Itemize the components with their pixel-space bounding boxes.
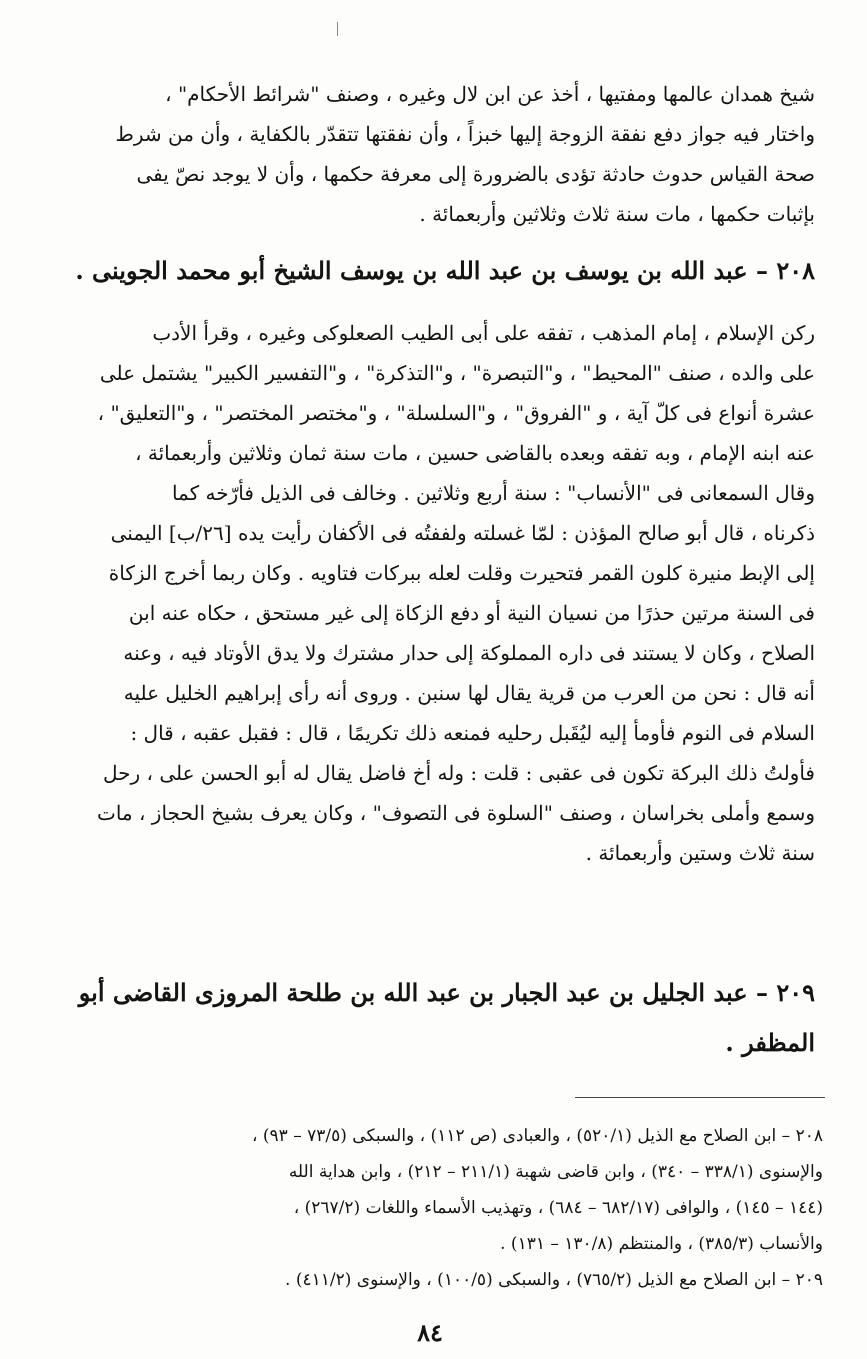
page-number: ٨٤ <box>417 1318 443 1347</box>
text-line: شيخ همدان عالمها ومفتيها ، أخذ عن ابن لال وغيره ، وصنف "شرائط الأحكام" ، <box>165 82 815 106</box>
page-mark <box>337 22 338 36</box>
text-line: فى السنة مرتين حذرًا من نسيان النية أو دفع الزكاة إلى غير مستحق ، حكاه عنه ابن <box>128 601 815 625</box>
footnotes <box>40 1118 823 1298</box>
entry-208-title <box>50 246 815 296</box>
footnote-line: والإسنوى (٣٣٨/١ – ٣٤٠) ، وابن قاضى شهبة (٢١١/١ – ٢١٢) ، وابن هداية الله <box>288 1162 823 1182</box>
footnote-line: ٢٠٩ – ابن الصلاح مع الذيل (٧٦٥/٢) ، والسبكى (١٠٠/٥) ، والإسنوى (٤١١/٢) . <box>285 1270 823 1290</box>
text-line: الصلاح ، وكان لا يستند فى داره المملوكة إلى حدار مشترك ولا يدق الأوتاد فيه ، وعنه <box>123 641 815 665</box>
entry-209-title <box>50 968 815 1068</box>
paragraph-continuation <box>50 74 815 234</box>
footnote-line: (١٤٤ – ١٤٥) ، والوافى (٦٨٢/١٧ – ٦٨٤) ، وتهذيب الأسماء واللغات (٢٦٧/٢) ، <box>293 1198 823 1218</box>
text-line: إلى الإبط منيرة كلون القمر فتحيرت وقلت لعله ببركات فتاويه . وكان ربما أخرج الزكاة <box>108 561 815 585</box>
footnote-line: والأنساب (٣٨٥/٣) ، والمنتظم (١٣٠/٨ – ١٣١) . <box>500 1234 823 1254</box>
entry-heading-line: ٢٠٩ – عبد الجليل بن عبد الجبار بن عبد الله بن طلحة المروزى القاضى أبو <box>78 978 815 1007</box>
text-line: على والده ، صنف "المحيط" ، و"التبصرة" ، و"التذكرة" ، و"التفسير الكبير" يشتمل على <box>99 361 815 385</box>
text-line: وسمع وأملى بخراسان ، وصنف "السلوة فى التصوف" ، وكان يعرف بشيخ الحجاز ، مات <box>97 801 815 825</box>
text-line: فأولتُ ذلك البركة تكون فى عقبى : قلت : وله أخ فاضل يقال له أبو الحسن على ، رحل <box>103 761 815 785</box>
text-line: ركن الإسلام ، إمام المذهب ، تفقه على أبى الطيب الصعلوكى وغيره ، وقرأ الأدب <box>152 321 815 345</box>
entry-heading-line: المظفر . <box>725 1028 815 1057</box>
text-line: واختار فيه جواز دفع نفقة الزوجة إليها خبزاً ، وأن نفقتها تتقدّر بالكفاية ، وأن من شرط <box>115 122 815 146</box>
text-line: سنة ثلاث وستين وأربعمائة . <box>585 841 815 865</box>
text-line: ذكرناه ، قال أبو صالح المؤذن : لمّا غسلته ولففتُه فى الأكفان رأيت يده [٢٦/ب] اليمنى <box>110 521 815 545</box>
entry-heading-line: ٢٠٨ – عبد الله بن يوسف بن عبد الله بن يوسف الشيخ أبو محمد الجوينى . <box>75 256 815 285</box>
footnote-separator <box>575 1097 825 1098</box>
text-line: أنه قال : نحن من العرب من قرية يقال لها سنبن . وروى أنه رأى إبراهيم الخليل عليه <box>123 681 815 705</box>
entry-208-body <box>50 313 815 873</box>
footnote-line: ٢٠٨ – ابن الصلاح مع الذيل (٥٢٠/١) ، والعبادى (ص ١١٢) ، والسبكى (٧٣/٥ – ٩٣) ، <box>252 1126 823 1146</box>
text-line: صحة القياس حدوث حادثة تؤدى بالضرورة إلى معرفة حكمها ، وأن لا يوجد نصّ يفى <box>136 162 815 186</box>
text-line: عنه ابنه الإمام ، وبه تفقه وبعده بالقاضى حسين ، مات سنة ثمان وثلاثين وأربعمائة ، <box>135 441 815 465</box>
text-line: عشرة أنواع فى كلّ آية ، و "الفروق" ، و"السلسلة" ، و"مختصر المختصر" ، و"التعليق" ، <box>97 401 815 425</box>
text-line: وقال السمعانى فى "الأنساب" : سنة أربع وثلاثين . وخالف فى الذيل فأرّخه كما <box>171 481 815 505</box>
text-line: السلام فى النوم فأومأ إليه ليُقَبل رحليه فمنعه ذلك تكريمًا ، قال : فقبل عقبه ، قال : <box>130 721 815 745</box>
text-line: بإثبات حكمها ، مات سنة ثلاث وثلاثين وأربعمائة . <box>419 202 815 226</box>
